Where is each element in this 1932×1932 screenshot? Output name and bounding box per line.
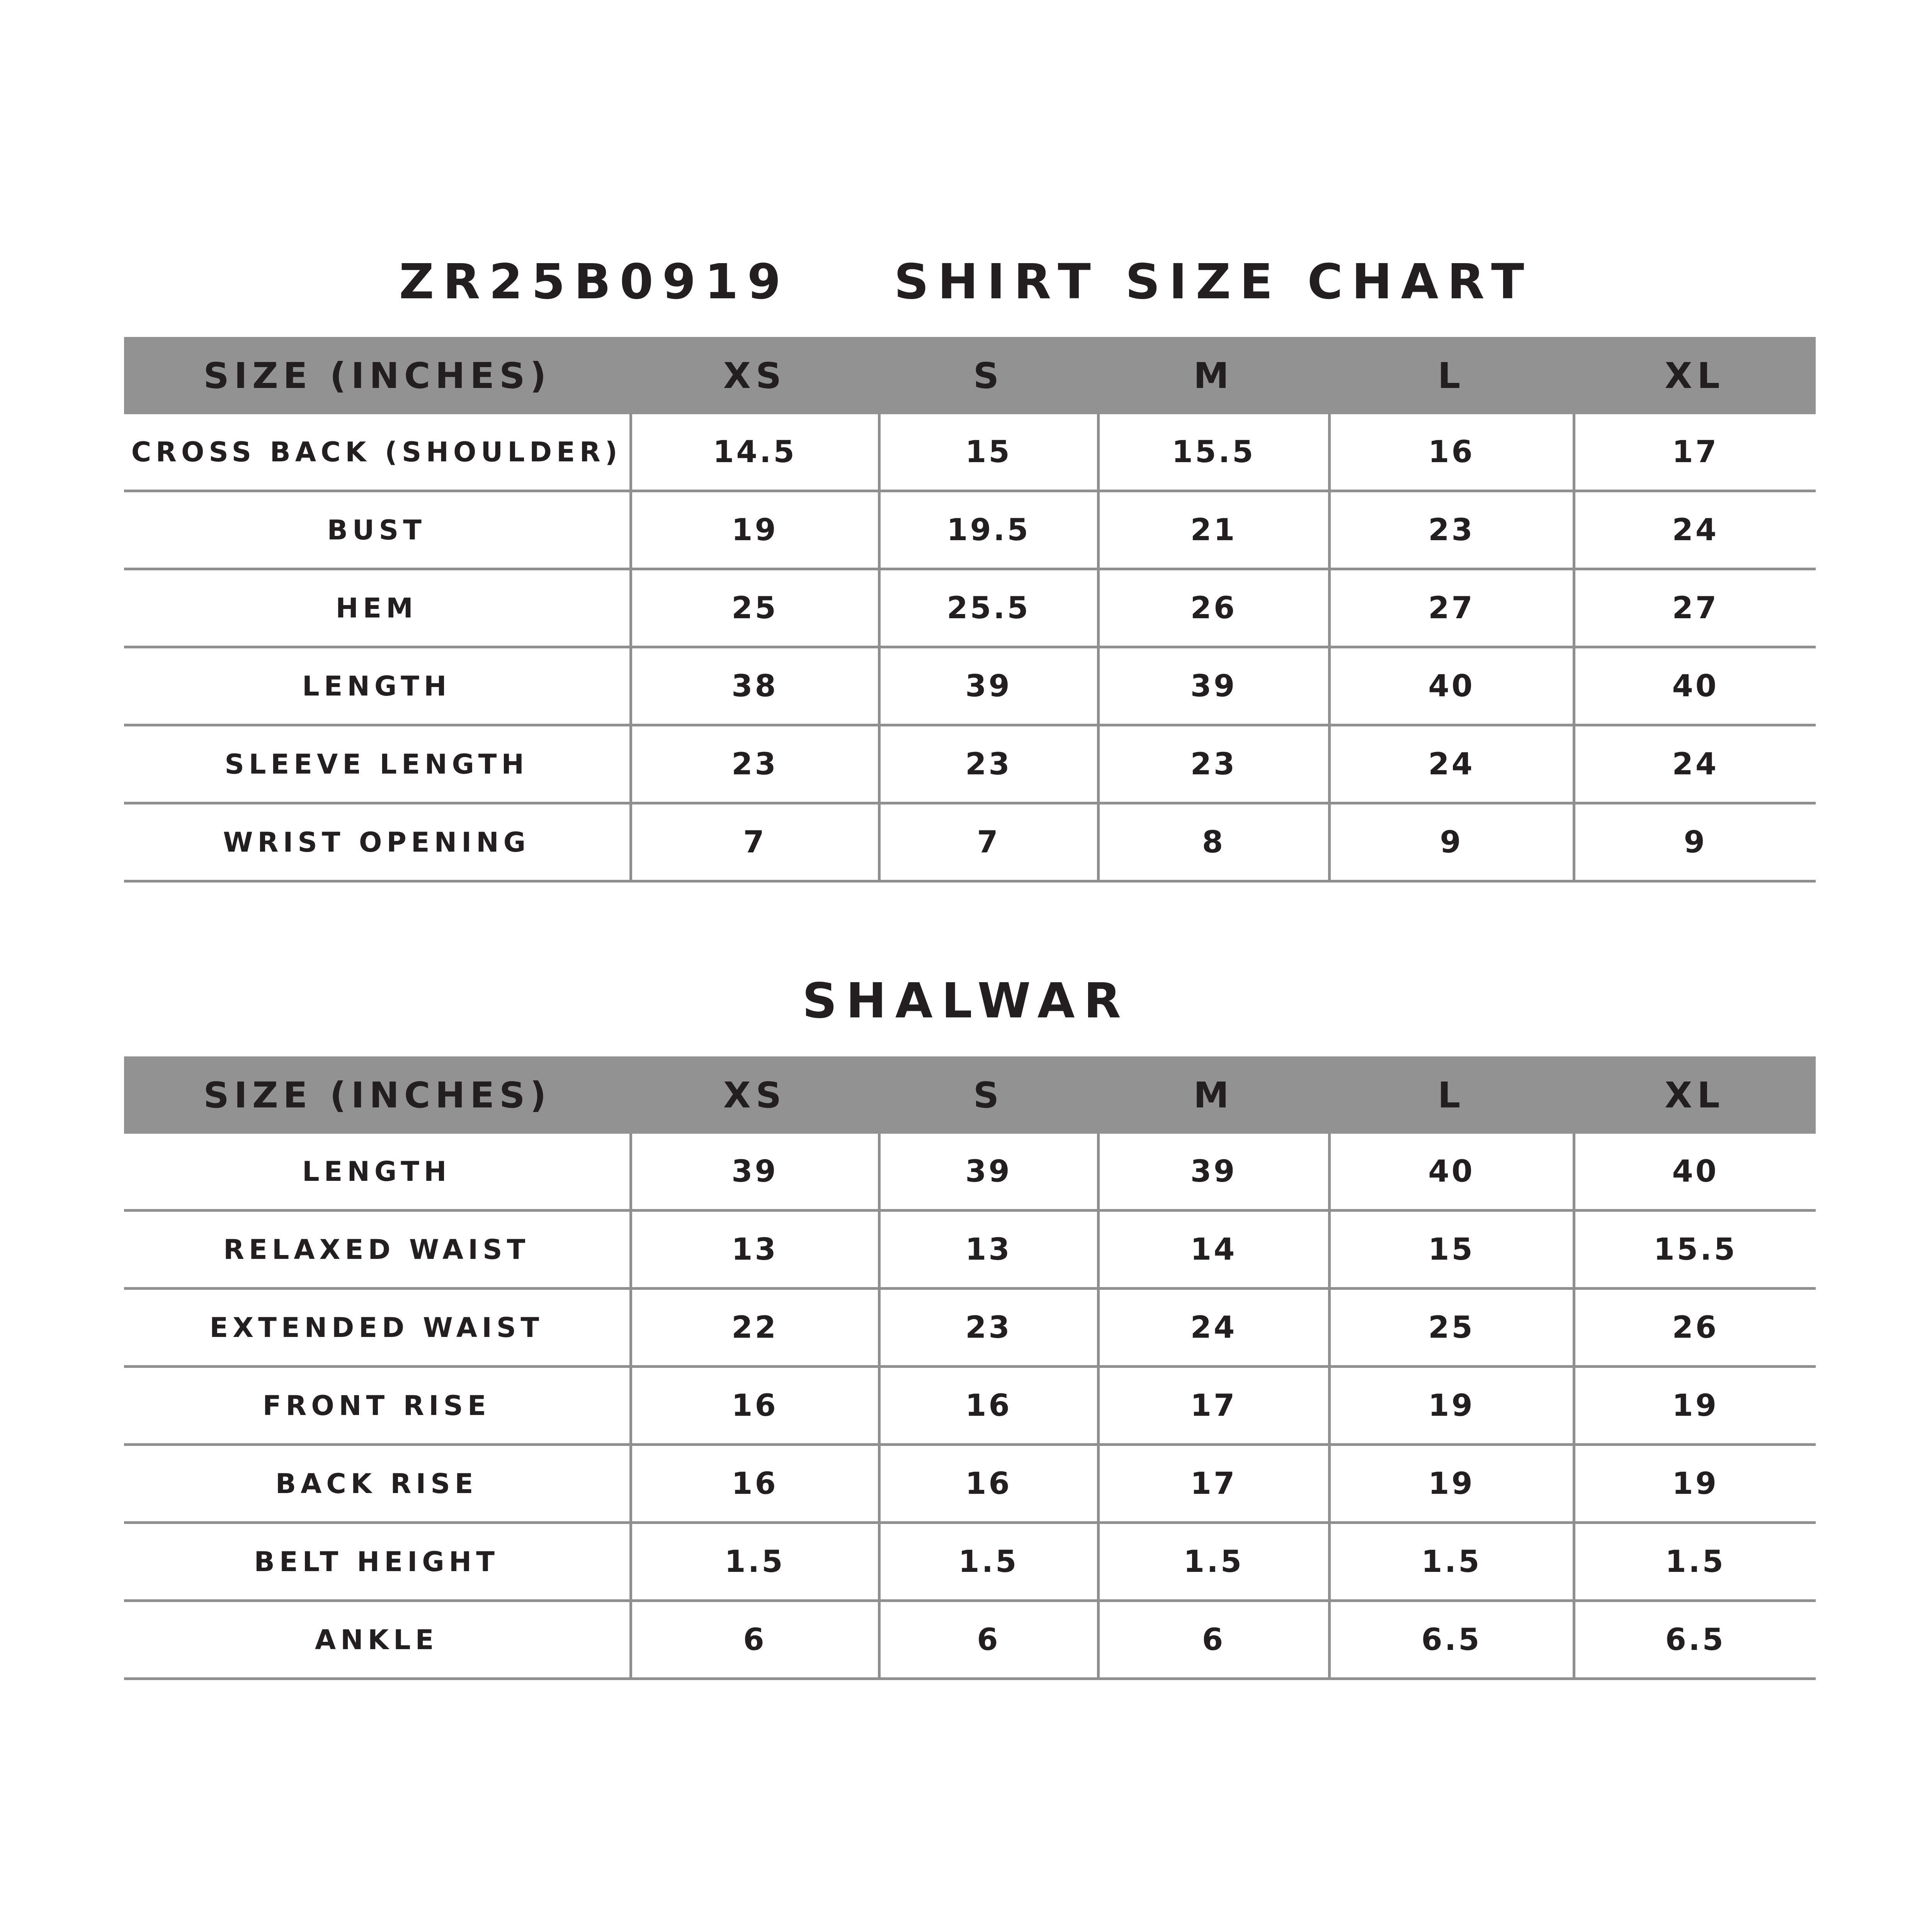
measurement-value: 39: [1098, 647, 1329, 725]
table-row: [124, 1211, 1816, 1289]
measurement-value: 23: [879, 725, 1098, 803]
size-header-xl: XL: [1574, 337, 1816, 414]
table-row: [124, 1134, 1816, 1211]
size-header-m: M: [1098, 1056, 1329, 1134]
table-header-row: [124, 337, 1816, 414]
measurement-value: 24: [1098, 1289, 1329, 1367]
measurement-value: 40: [1329, 1134, 1574, 1211]
measurement-value: 19: [1574, 1445, 1816, 1523]
table-row: [124, 1367, 1816, 1445]
measurement-value: 24: [1574, 491, 1816, 569]
measurement-value: 1.5: [631, 1523, 879, 1601]
size-header-s: S: [879, 1056, 1098, 1134]
measurement-value: 13: [631, 1211, 879, 1289]
measurement-value: 14: [1098, 1211, 1329, 1289]
size-header-l: L: [1329, 1056, 1574, 1134]
measurement-value: 40: [1329, 647, 1574, 725]
product-code: ZR25B0919: [399, 254, 790, 310]
shalwar-size-table: [124, 1056, 1816, 1680]
measurement-value: 23: [631, 725, 879, 803]
measurement-label: LENGTH: [124, 1134, 631, 1211]
measurement-value: 6.5: [1574, 1601, 1816, 1679]
measurement-value: 9: [1329, 803, 1574, 881]
size-header-xs: XS: [631, 1056, 879, 1134]
measurement-value: 17: [1098, 1445, 1329, 1523]
measurement-label: BUST: [124, 491, 631, 569]
measurement-value: 19: [1329, 1445, 1574, 1523]
measurement-value: 15.5: [1574, 1211, 1816, 1289]
measurement-label: EXTENDED WAIST: [124, 1289, 631, 1367]
measurement-value: 1.5: [1329, 1523, 1574, 1601]
measurement-value: 25: [631, 569, 879, 647]
measurement-value: 6: [631, 1601, 879, 1679]
size-header-s: S: [879, 337, 1098, 414]
table-row: [124, 1601, 1816, 1679]
measurement-value: 26: [1574, 1289, 1816, 1367]
measurement-value: 7: [879, 803, 1098, 881]
shalwar-chart-title: SHALWAR: [802, 973, 1130, 1029]
measurement-label: ANKLE: [124, 1601, 631, 1679]
shirt-chart-title: [0, 254, 1932, 310]
measurement-value: 39: [879, 1134, 1098, 1211]
measurement-label: LENGTH: [124, 647, 631, 725]
measurement-value: 38: [631, 647, 879, 725]
measurement-value: 23: [1329, 491, 1574, 569]
measurement-label: RELAXED WAIST: [124, 1211, 631, 1289]
measurement-value: 22: [631, 1289, 879, 1367]
measurement-value: 1.5: [1098, 1523, 1329, 1601]
table-row: [124, 569, 1816, 647]
shirt-size-table: [124, 337, 1816, 883]
measurement-value: 25: [1329, 1289, 1574, 1367]
table-header-row: [124, 1056, 1816, 1134]
measurement-value: 23: [1098, 725, 1329, 803]
measurement-value: 19: [1329, 1367, 1574, 1445]
table-row: [124, 647, 1816, 725]
measurement-value: 16: [879, 1445, 1098, 1523]
table-row: [124, 1289, 1816, 1367]
size-column-header: SIZE (INCHES): [124, 337, 631, 414]
measurement-label: FRONT RISE: [124, 1367, 631, 1445]
measurement-value: 7: [631, 803, 879, 881]
measurement-value: 6: [879, 1601, 1098, 1679]
measurement-value: 21: [1098, 491, 1329, 569]
measurement-label: SLEEVE LENGTH: [124, 725, 631, 803]
table-row: [124, 1445, 1816, 1523]
measurement-value: 6.5: [1329, 1601, 1574, 1679]
shirt-size-chart-heading: SHIRT SIZE CHART: [894, 254, 1533, 310]
measurement-value: 24: [1329, 725, 1574, 803]
table-row: [124, 491, 1816, 569]
measurement-value: 6: [1098, 1601, 1329, 1679]
measurement-value: 9: [1574, 803, 1816, 881]
size-header-xs: XS: [631, 337, 879, 414]
measurement-value: 26: [1098, 569, 1329, 647]
measurement-value: 1.5: [1574, 1523, 1816, 1601]
size-header-xl: XL: [1574, 1056, 1816, 1134]
measurement-value: 13: [879, 1211, 1098, 1289]
measurement-value: 15: [879, 414, 1098, 491]
size-column-header: SIZE (INCHES): [124, 1056, 631, 1134]
measurement-value: 17: [1574, 414, 1816, 491]
measurement-value: 39: [879, 647, 1098, 725]
measurement-value: 16: [631, 1367, 879, 1445]
measurement-label: HEM: [124, 569, 631, 647]
table-row: [124, 414, 1816, 491]
measurement-value: 39: [1098, 1134, 1329, 1211]
measurement-value: 14.5: [631, 414, 879, 491]
measurement-value: 15: [1329, 1211, 1574, 1289]
measurement-value: 19.5: [879, 491, 1098, 569]
measurement-value: 24: [1574, 725, 1816, 803]
measurement-value: 25.5: [879, 569, 1098, 647]
measurement-value: 27: [1574, 569, 1816, 647]
measurement-value: 27: [1329, 569, 1574, 647]
measurement-label: BACK RISE: [124, 1445, 631, 1523]
measurement-value: 39: [631, 1134, 879, 1211]
table-row: [124, 725, 1816, 803]
measurement-value: 16: [879, 1367, 1098, 1445]
measurement-label: WRIST OPENING: [124, 803, 631, 881]
measurement-value: 19: [1574, 1367, 1816, 1445]
measurement-label: CROSS BACK (SHOULDER): [124, 414, 631, 491]
measurement-value: 1.5: [879, 1523, 1098, 1601]
measurement-value: 23: [879, 1289, 1098, 1367]
size-header-m: M: [1098, 337, 1329, 414]
measurement-value: 8: [1098, 803, 1329, 881]
size-header-l: L: [1329, 337, 1574, 414]
measurement-value: 40: [1574, 1134, 1816, 1211]
table-row: [124, 803, 1816, 881]
measurement-value: 17: [1098, 1367, 1329, 1445]
measurement-value: 40: [1574, 647, 1816, 725]
measurement-label: BELT HEIGHT: [124, 1523, 631, 1601]
measurement-value: 16: [1329, 414, 1574, 491]
measurement-value: 15.5: [1098, 414, 1329, 491]
table-row: [124, 1523, 1816, 1601]
measurement-value: 19: [631, 491, 879, 569]
measurement-value: 16: [631, 1445, 879, 1523]
